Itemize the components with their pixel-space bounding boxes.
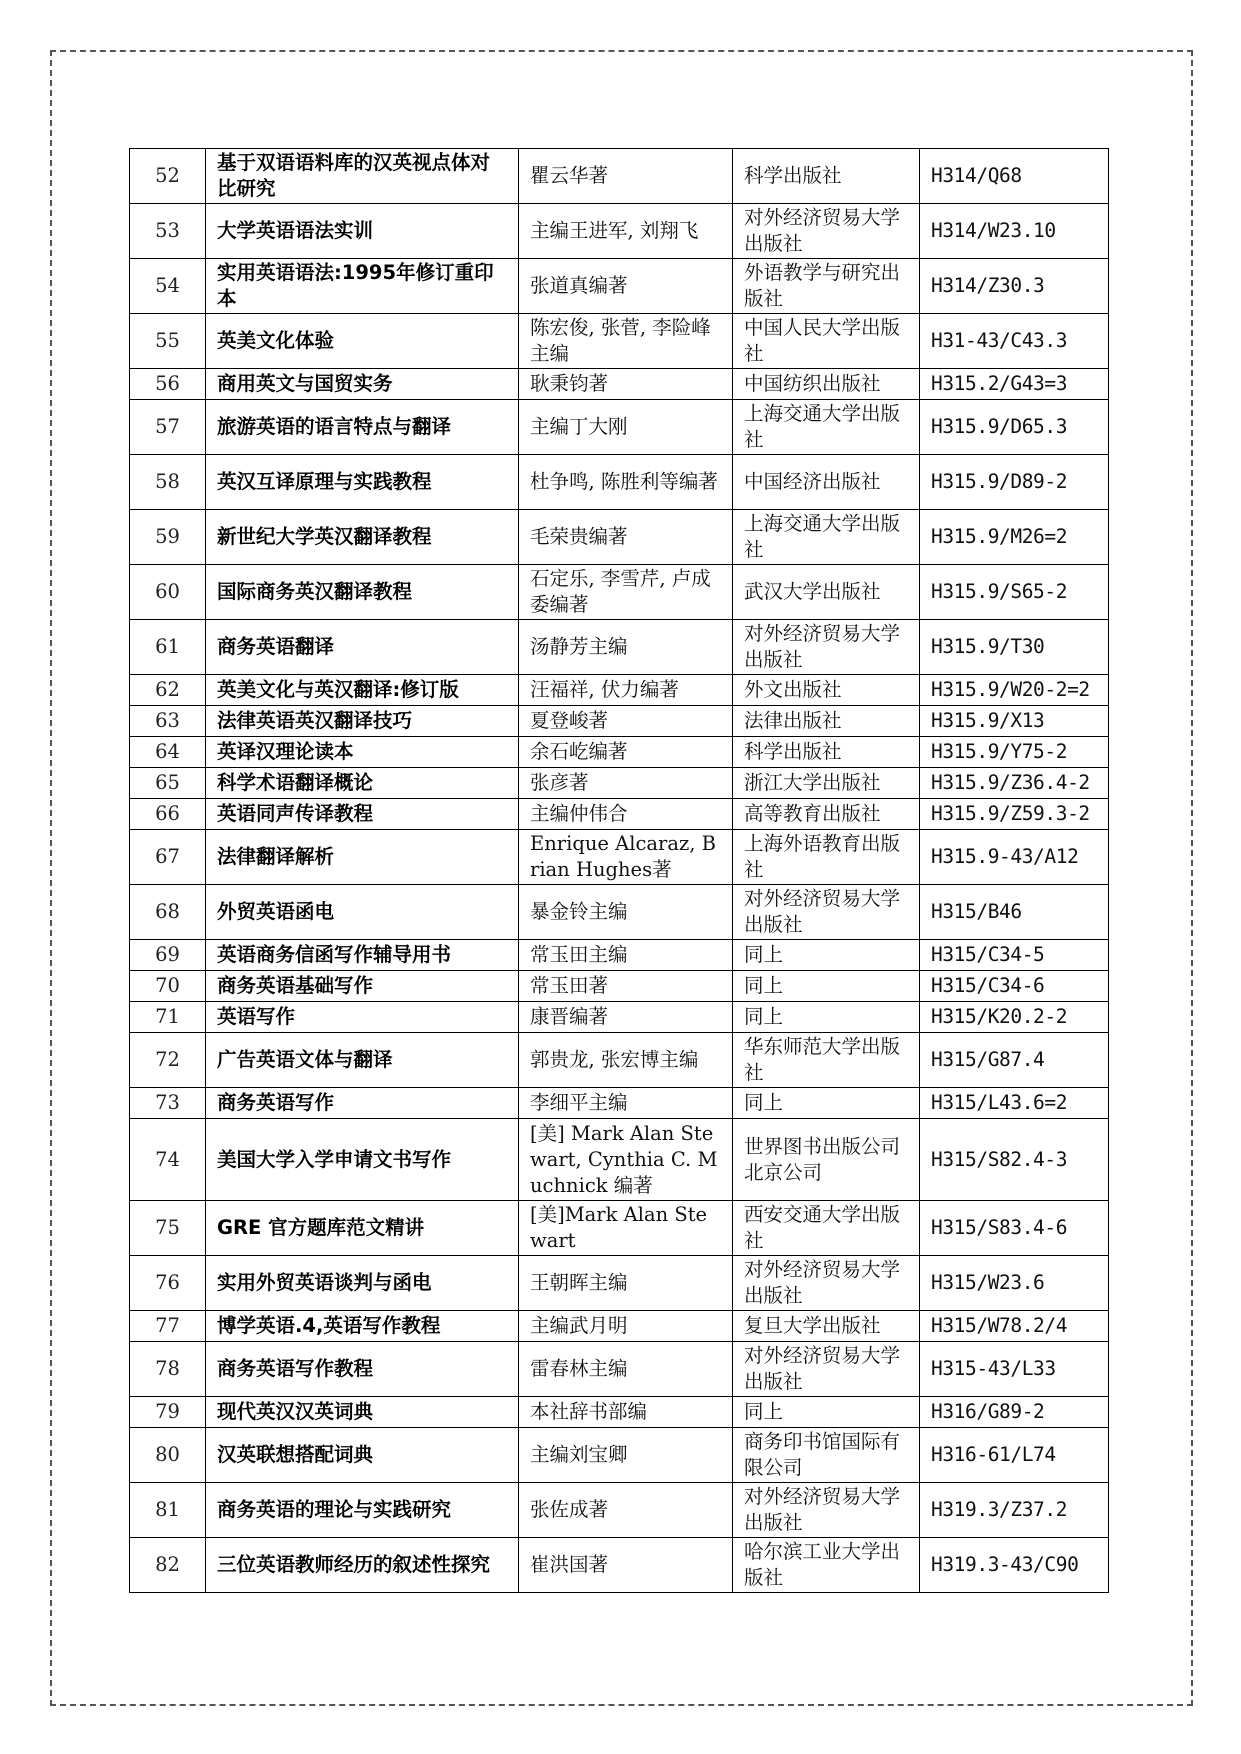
row-number: 74 <box>130 1119 206 1201</box>
row-number: 68 <box>130 885 206 940</box>
table-row <box>130 620 1109 675</box>
call-number: H315.9/M26=2 <box>920 510 1109 565</box>
table-row <box>130 1311 1109 1342</box>
call-number: H315/W78.2/4 <box>920 1311 1109 1342</box>
call-number: H315.2/G43=3 <box>920 369 1109 400</box>
call-number: H315.9-43/A12 <box>920 830 1109 885</box>
book-publisher: 高等教育出版社 <box>733 799 920 830</box>
book-title: 科学术语翻译概论 <box>206 768 519 799</box>
book-author: 常玉田主编 <box>519 940 733 971</box>
call-number: H315.9/Y75-2 <box>920 737 1109 768</box>
book-title: 大学英语语法实训 <box>206 204 519 259</box>
book-list-body <box>130 149 1109 1593</box>
book-title: 商务英语写作教程 <box>206 1342 519 1397</box>
row-number: 58 <box>130 455 206 510</box>
book-publisher: 中国经济出版社 <box>733 455 920 510</box>
row-number: 65 <box>130 768 206 799</box>
table-row <box>130 1483 1109 1538</box>
book-publisher: 对外经济贸易大学出版社 <box>733 204 920 259</box>
call-number: H315/L43.6=2 <box>920 1088 1109 1119</box>
row-number: 60 <box>130 565 206 620</box>
book-publisher: 武汉大学出版社 <box>733 565 920 620</box>
book-publisher: 同上 <box>733 1088 920 1119</box>
book-author: 雷春林主编 <box>519 1342 733 1397</box>
book-publisher: 哈尔滨工业大学出版社 <box>733 1538 920 1593</box>
book-title: 英美文化体验 <box>206 314 519 369</box>
book-author: 张彦著 <box>519 768 733 799</box>
table-row <box>130 1088 1109 1119</box>
table-row <box>130 940 1109 971</box>
book-title: 美国大学入学申请文书写作 <box>206 1119 519 1201</box>
book-publisher: 对外经济贸易大学出版社 <box>733 1256 920 1311</box>
call-number: H319.3-43/C90 <box>920 1538 1109 1593</box>
book-publisher: 浙江大学出版社 <box>733 768 920 799</box>
book-author: 杜争鸣, 陈胜利等编著 <box>519 455 733 510</box>
table-row <box>130 369 1109 400</box>
book-title: 新世纪大学英汉翻译教程 <box>206 510 519 565</box>
row-number: 55 <box>130 314 206 369</box>
row-number: 80 <box>130 1428 206 1483</box>
book-publisher: 中国纺织出版社 <box>733 369 920 400</box>
book-title: 英语同声传译教程 <box>206 799 519 830</box>
table-row <box>130 1256 1109 1311</box>
call-number: H315/W23.6 <box>920 1256 1109 1311</box>
book-publisher: 外文出版社 <box>733 675 920 706</box>
book-title: 法律英语英汉翻译技巧 <box>206 706 519 737</box>
table-row <box>130 1342 1109 1397</box>
book-author: 汪福祥, 伏力编著 <box>519 675 733 706</box>
book-author: Enrique Alcaraz, Brian Hughes著 <box>519 830 733 885</box>
row-number: 62 <box>130 675 206 706</box>
row-number: 56 <box>130 369 206 400</box>
book-author: [美] Mark Alan Stewart, Cynthia C. Muchnick 编著 <box>519 1119 733 1201</box>
book-author: 康晋编著 <box>519 1002 733 1033</box>
call-number: H315/C34-5 <box>920 940 1109 971</box>
book-title: 三位英语教师经历的叙述性探究 <box>206 1538 519 1593</box>
row-number: 63 <box>130 706 206 737</box>
book-publisher: 对外经济贸易大学出版社 <box>733 1483 920 1538</box>
book-title: 实用英语语法:1995年修订重印本 <box>206 259 519 314</box>
book-publisher: 商务印书馆国际有限公司 <box>733 1428 920 1483</box>
book-author: 郭贵龙, 张宏博主编 <box>519 1033 733 1088</box>
book-publisher: 对外经济贸易大学出版社 <box>733 620 920 675</box>
call-number: H315.9/S65-2 <box>920 565 1109 620</box>
book-title: 商用英文与国贸实务 <box>206 369 519 400</box>
book-publisher: 法律出版社 <box>733 706 920 737</box>
table-row <box>130 400 1109 455</box>
row-number: 61 <box>130 620 206 675</box>
book-publisher: 华东师范大学出版社 <box>733 1033 920 1088</box>
book-publisher: 对外经济贸易大学出版社 <box>733 1342 920 1397</box>
book-publisher: 西安交通大学出版社 <box>733 1201 920 1256</box>
table-row <box>130 737 1109 768</box>
call-number: H315.9/D65.3 <box>920 400 1109 455</box>
table-row <box>130 675 1109 706</box>
table-row <box>130 768 1109 799</box>
call-number: H315.9/D89-2 <box>920 455 1109 510</box>
table-row <box>130 830 1109 885</box>
book-title: 实用外贸英语谈判与函电 <box>206 1256 519 1311</box>
table-row <box>130 314 1109 369</box>
call-number: H31-43/C43.3 <box>920 314 1109 369</box>
book-title: 商务英语写作 <box>206 1088 519 1119</box>
table-row <box>130 1397 1109 1428</box>
book-title: 商务英语基础写作 <box>206 971 519 1002</box>
book-publisher: 对外经济贸易大学出版社 <box>733 885 920 940</box>
book-author: 本社辞书部编 <box>519 1397 733 1428</box>
book-publisher: 上海交通大学出版社 <box>733 510 920 565</box>
book-publisher: 同上 <box>733 940 920 971</box>
book-title: 现代英汉汉英词典 <box>206 1397 519 1428</box>
book-author: 崔洪国著 <box>519 1538 733 1593</box>
book-title: 法律翻译解析 <box>206 830 519 885</box>
book-author: 张佐成著 <box>519 1483 733 1538</box>
book-author: 王朝晖主编 <box>519 1256 733 1311</box>
call-number: H315/S82.4-3 <box>920 1119 1109 1201</box>
book-author: 暴金铃主编 <box>519 885 733 940</box>
book-list-table <box>129 148 1109 1593</box>
row-number: 66 <box>130 799 206 830</box>
row-number: 79 <box>130 1397 206 1428</box>
table-row <box>130 1538 1109 1593</box>
row-number: 76 <box>130 1256 206 1311</box>
book-publisher: 科学出版社 <box>733 149 920 204</box>
book-title: 旅游英语的语言特点与翻译 <box>206 400 519 455</box>
book-publisher: 外语教学与研究出版社 <box>733 259 920 314</box>
book-title: GRE 官方题库范文精讲 <box>206 1201 519 1256</box>
call-number: H315.9/X13 <box>920 706 1109 737</box>
book-author: 余石屹编著 <box>519 737 733 768</box>
call-number: H316/G89-2 <box>920 1397 1109 1428</box>
book-author: 张道真编著 <box>519 259 733 314</box>
table-row <box>130 204 1109 259</box>
table-row <box>130 1033 1109 1088</box>
table-row <box>130 455 1109 510</box>
table-row <box>130 799 1109 830</box>
row-number: 57 <box>130 400 206 455</box>
table-row <box>130 565 1109 620</box>
row-number: 52 <box>130 149 206 204</box>
table-row <box>130 1002 1109 1033</box>
book-author: 主编王进军, 刘翔飞 <box>519 204 733 259</box>
row-number: 64 <box>130 737 206 768</box>
call-number: H314/Z30.3 <box>920 259 1109 314</box>
book-title: 国际商务英汉翻译教程 <box>206 565 519 620</box>
book-title: 商务英语翻译 <box>206 620 519 675</box>
row-number: 54 <box>130 259 206 314</box>
table-row <box>130 149 1109 204</box>
book-author: 主编仲伟合 <box>519 799 733 830</box>
table-row <box>130 706 1109 737</box>
book-publisher: 同上 <box>733 1397 920 1428</box>
row-number: 69 <box>130 940 206 971</box>
book-author: 瞿云华著 <box>519 149 733 204</box>
table-row <box>130 259 1109 314</box>
call-number: H314/Q68 <box>920 149 1109 204</box>
book-author: 主编武月明 <box>519 1311 733 1342</box>
book-title: 博学英语.4,英语写作教程 <box>206 1311 519 1342</box>
call-number: H315/B46 <box>920 885 1109 940</box>
book-author: 常玉田著 <box>519 971 733 1002</box>
row-number: 72 <box>130 1033 206 1088</box>
book-author: 毛荣贵编著 <box>519 510 733 565</box>
row-number: 67 <box>130 830 206 885</box>
book-author: 石定乐, 李雪芹, 卢成委编著 <box>519 565 733 620</box>
book-title: 英语写作 <box>206 1002 519 1033</box>
row-number: 70 <box>130 971 206 1002</box>
book-title: 基于双语语料库的汉英视点体对比研究 <box>206 149 519 204</box>
book-author: 陈宏俊, 张菅, 李险峰主编 <box>519 314 733 369</box>
row-number: 81 <box>130 1483 206 1538</box>
book-publisher: 同上 <box>733 971 920 1002</box>
call-number: H315/K20.2-2 <box>920 1002 1109 1033</box>
table-row <box>130 1201 1109 1256</box>
row-number: 82 <box>130 1538 206 1593</box>
book-title: 商务英语的理论与实践研究 <box>206 1483 519 1538</box>
call-number: H319.3/Z37.2 <box>920 1483 1109 1538</box>
book-publisher: 科学出版社 <box>733 737 920 768</box>
book-publisher: 上海外语教育出版社 <box>733 830 920 885</box>
book-author: 夏登峻著 <box>519 706 733 737</box>
call-number: H315/C34-6 <box>920 971 1109 1002</box>
book-publisher: 上海交通大学出版社 <box>733 400 920 455</box>
row-number: 78 <box>130 1342 206 1397</box>
call-number: H315.9/W20-2=2 <box>920 675 1109 706</box>
table-row <box>130 1428 1109 1483</box>
call-number: H315/G87.4 <box>920 1033 1109 1088</box>
row-number: 77 <box>130 1311 206 1342</box>
book-author: 主编刘宝卿 <box>519 1428 733 1483</box>
call-number: H315.9/T30 <box>920 620 1109 675</box>
book-author: 李细平主编 <box>519 1088 733 1119</box>
call-number: H314/W23.10 <box>920 204 1109 259</box>
table-row <box>130 971 1109 1002</box>
book-publisher: 复旦大学出版社 <box>733 1311 920 1342</box>
call-number: H316-61/L74 <box>920 1428 1109 1483</box>
book-publisher: 中国人民大学出版社 <box>733 314 920 369</box>
book-author: 耿秉钧著 <box>519 369 733 400</box>
row-number: 59 <box>130 510 206 565</box>
call-number: H315-43/L33 <box>920 1342 1109 1397</box>
book-title: 英译汉理论读本 <box>206 737 519 768</box>
row-number: 53 <box>130 204 206 259</box>
row-number: 75 <box>130 1201 206 1256</box>
call-number: H315.9/Z36.4-2 <box>920 768 1109 799</box>
book-title: 汉英联想搭配词典 <box>206 1428 519 1483</box>
book-author: 汤静芳主编 <box>519 620 733 675</box>
call-number: H315.9/Z59.3-2 <box>920 799 1109 830</box>
book-author: 主编丁大刚 <box>519 400 733 455</box>
book-title: 英汉互译原理与实践教程 <box>206 455 519 510</box>
table-row <box>130 1119 1109 1201</box>
table-row <box>130 510 1109 565</box>
book-title: 英美文化与英汉翻译:修订版 <box>206 675 519 706</box>
table-row <box>130 885 1109 940</box>
book-title: 广告英语文体与翻译 <box>206 1033 519 1088</box>
book-author: [美]Mark Alan Stewart <box>519 1201 733 1256</box>
call-number: H315/S83.4-6 <box>920 1201 1109 1256</box>
book-publisher: 同上 <box>733 1002 920 1033</box>
book-publisher: 世界图书出版公司北京公司 <box>733 1119 920 1201</box>
book-title: 英语商务信函写作辅导用书 <box>206 940 519 971</box>
row-number: 71 <box>130 1002 206 1033</box>
book-title: 外贸英语函电 <box>206 885 519 940</box>
row-number: 73 <box>130 1088 206 1119</box>
